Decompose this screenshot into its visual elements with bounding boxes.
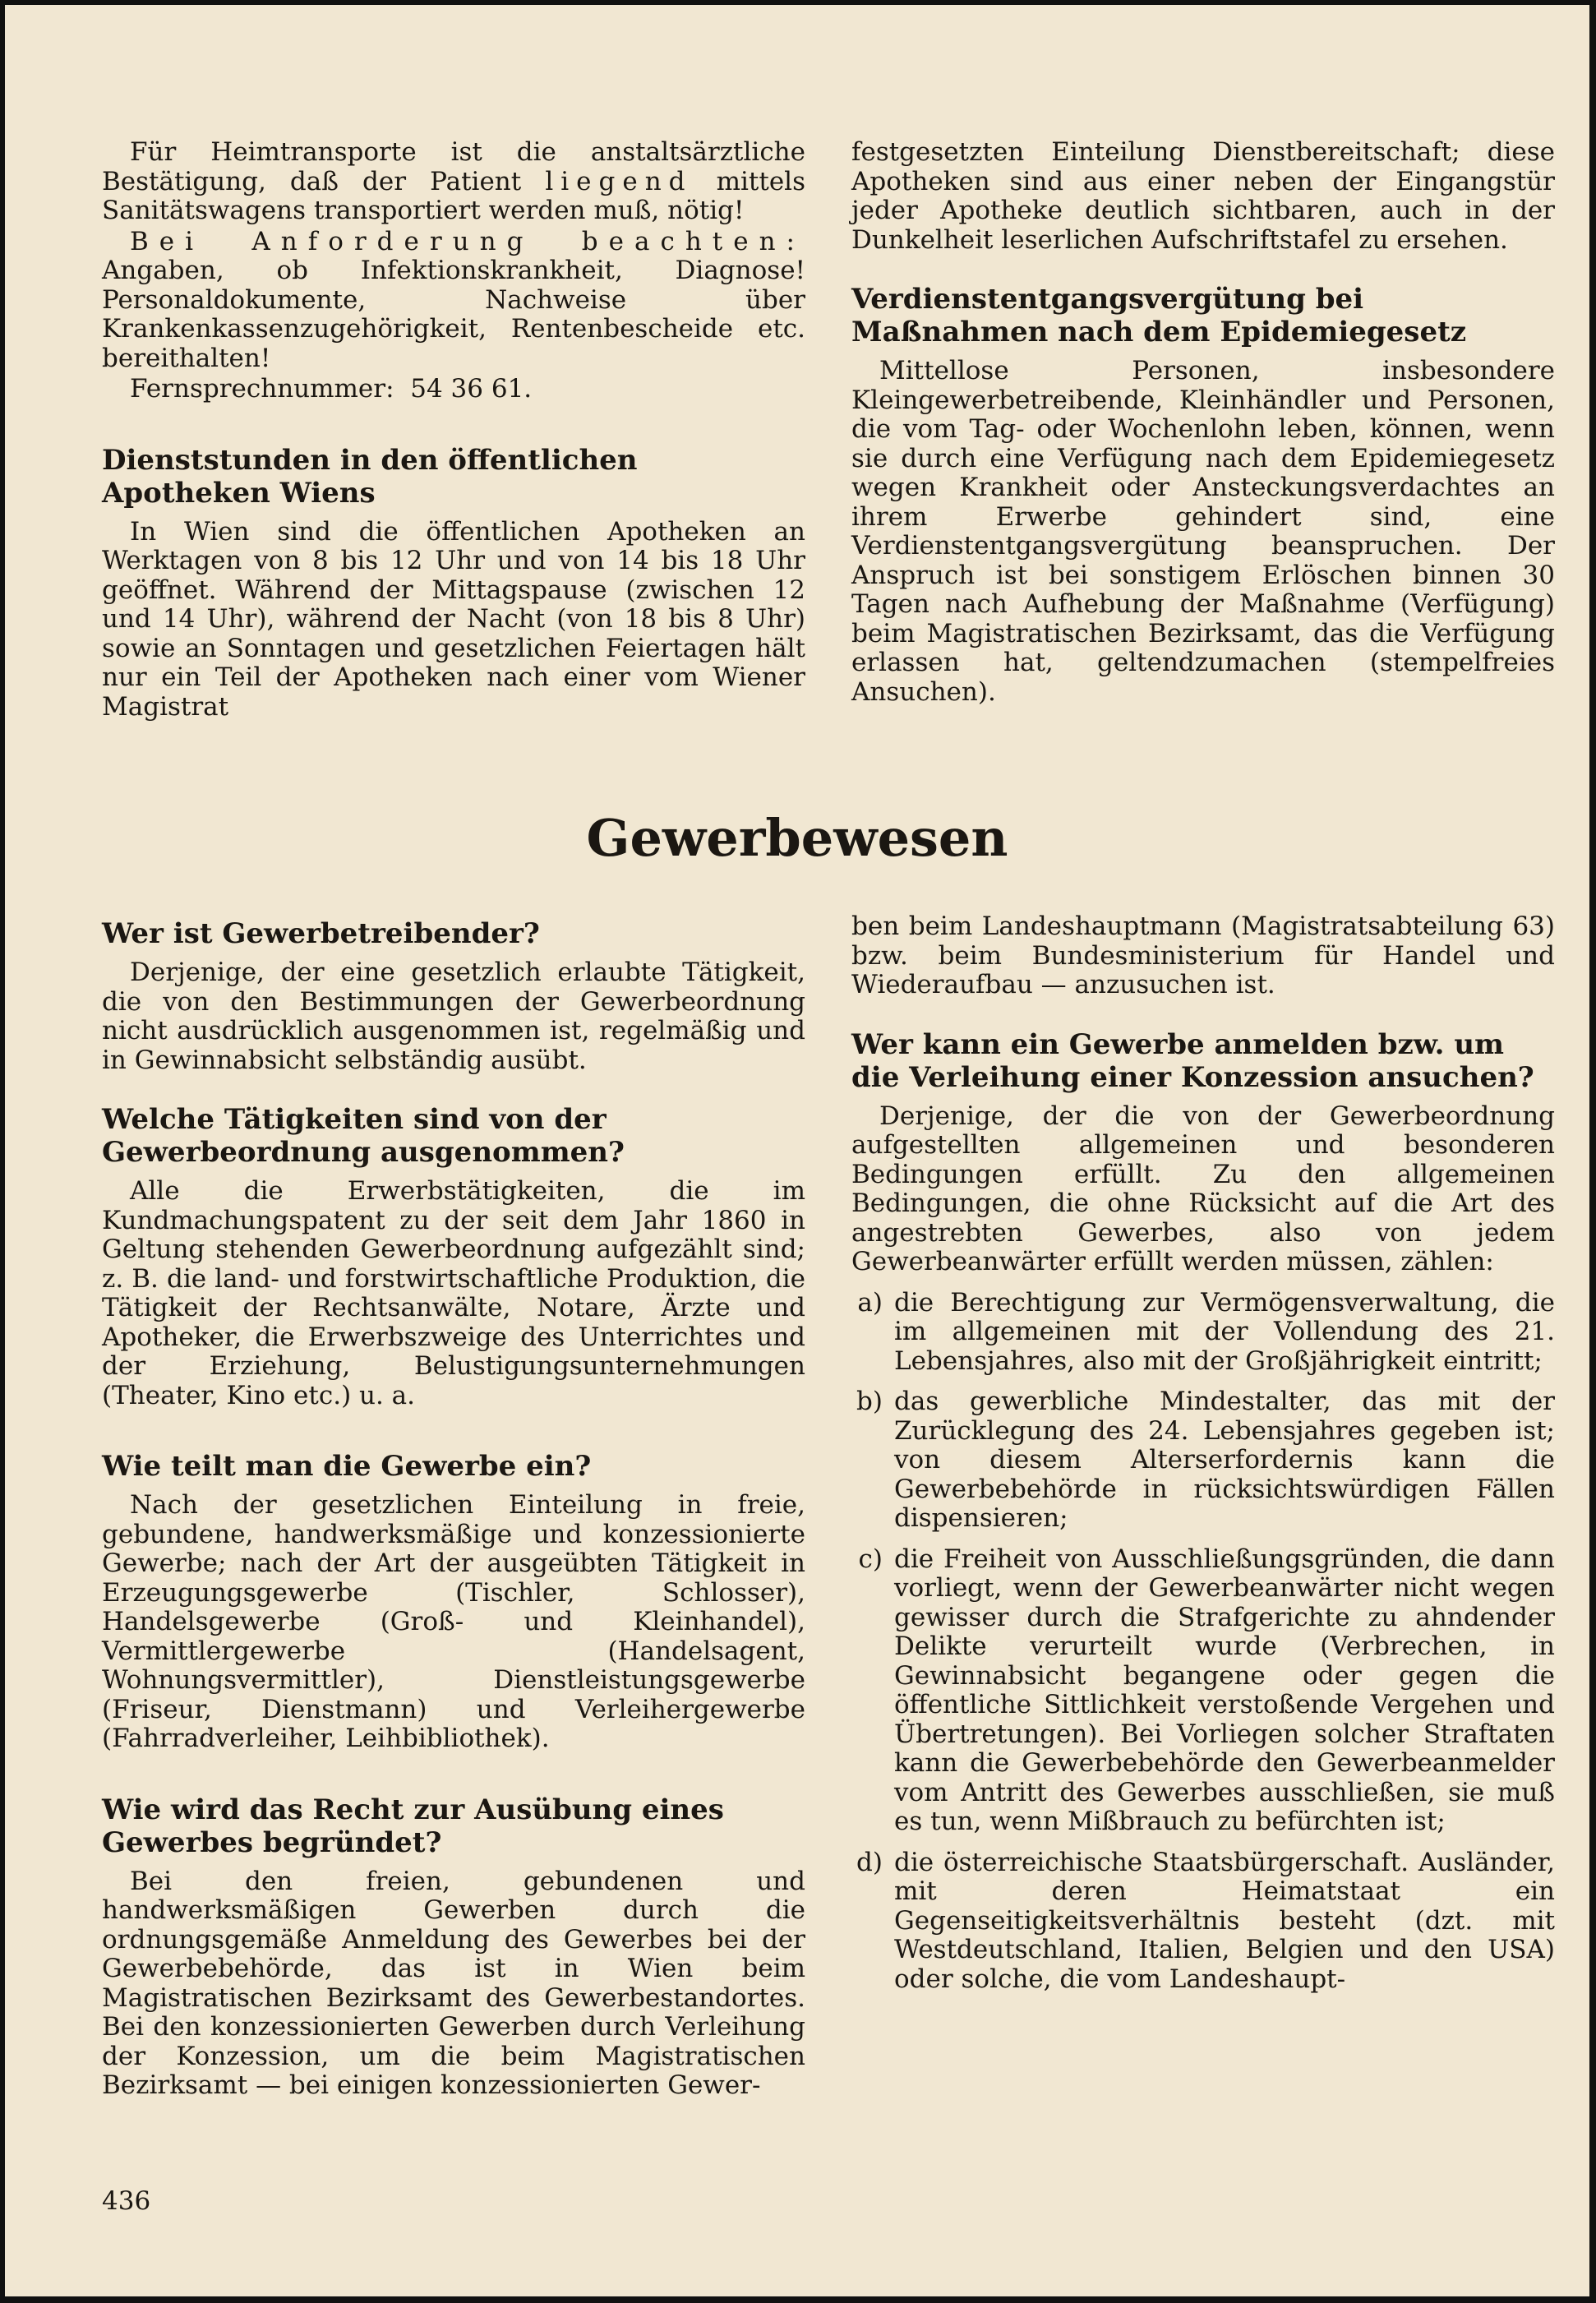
conditions-list (851, 1289, 1555, 1995)
paragraph-dienstbereitschaft: festgesetzten Einteilung Dienstbereitschaft; diese Apotheken sind aus einer neben der Eingangstür jeder Apotheke deutlich sichtbaren, auch in der Dunkelheit leserlichen Aufschriftstafel zu ersehen. (851, 137, 1555, 255)
paragraph-recht-ausuebung: Bei den freien, gebundenen und handwerksmäßigen Gewerben durch die ordnungsgemäße Anmeldung des Gewerbes bei der Gewerbebehörde, das ist in Wien beim Magistratischen Bezirksamt des Gewerbestandortes. Bei den konzessionierten Gewerben durch Verleihung der Konzession, um die beim Magistratischen Bezirksamt — bei einigen konzessionierten Gewer- (102, 1866, 805, 2100)
list-marker: a) (857, 1287, 883, 1318)
paragraph-bedingungen: Derjenige, der die von der Gewerbeordnung aufgestellten allgemeinen und besonderen Bedingungen erfüllt. Zu den allgemeinen Bedingungen, die ohne Rücksicht auf die Art des angestrebten Gewerbes, also von jedem Gewerbeanwärter erfüllt werden müssen, zählen: (851, 1101, 1555, 1276)
paragraph-apotheken: In Wien sind die öffentlichen Apotheken an Werktagen von 8 bis 12 Uhr und von 14 bis 18 Uhr geöffnet. Während der Mittagspause (zwischen 12 und 14 Uhr), während der Nacht (von 18 bis 8 Uhr) sowie an Sonntagen und gesetzlichen Feiertagen hält nur ein Teil der Apotheken nach einer vom Wiener Magistrat (102, 516, 805, 722)
heading-apotheken: Dienststunden in den öffentlichen Apotheken Wiens (102, 443, 638, 510)
heading-einteilung: Wie teilt man die Gewerbe ein? (102, 1450, 592, 1483)
bottom-left-column (102, 917, 805, 2101)
list-item (851, 1545, 1555, 1837)
heading-recht-ausuebung: Wie wird das Recht zur Ausübung eines Gewerbes begründet? (102, 1793, 724, 1859)
page (5, 5, 1589, 2296)
paragraph-einteilung: Nach der gesetzlichen Einteilung in freie, gebundene, handwerksmäßige und konzessionierte Gewerbe; nach der Art der ausgeübten Tätigkeit in Erzeugungsgewerbe (Tischler, Schlosser), Handelsgewerbe (Groß- und Kleinhandel), Vermittlergewerbe (Handelsagent, Wohnungsvermittler), Dienstleistungsgewerbe (Friseur, Dienstmann) und Verleihergewerbe (Fahrradverleiher, Leihbibliothek). (102, 1490, 805, 1753)
list-item-text: das gewerbliche Mindestalter, das mit der Zurücklegung des 24. Lebensjahres gegeben ist; von diesem Alterserfordernis kann die Gewerbebehörde in rücksichtswürdigen Fällen dispensieren; (894, 1387, 1555, 1533)
phone-number: 54 36 61. (410, 374, 533, 404)
list-item (851, 1848, 1555, 1995)
list-marker: d) (856, 1847, 883, 1877)
section-title: Gewerbewesen (586, 808, 1008, 868)
bottom-right-column (851, 912, 1555, 1994)
paragraph-heimtransporte: Für Heimtransporte ist die anstaltsärztliche Bestätigung, daß der Patient liegend mittels Sanitätswagens transportiert werden muß, nötig! (102, 137, 806, 225)
heading-gewerbetreibender: Wer ist Gewerbetreibender? (102, 917, 540, 950)
list-item-text: die Freiheit von Ausschließungsgründen, die dann vorliegt, wenn der Gewerbeanwärter nicht wegen gewisser durch die Strafgerichte zu ahndender Delikte verurteilt wurde (Verbrechen, in Gewinnabsicht begangene oder gegen die öffentliche Sittlichkeit verstoßende Vergehen und Übertretungen). Bei Vorliegen solcher Straftaten kann die Gewerbebehörde den Gewerbeanmelder vom Antritt des Gewerbes ausschließen, sie muß es tun, wenn Mißbrauch zu befürchten ist; (894, 1544, 1555, 1836)
top-left-column (102, 138, 805, 722)
heading-anmelden: Wer kann ein Gewerbe anmelden bzw. um die Verleihung einer Konzession ansuchen? (851, 1027, 1534, 1094)
paragraph-landeshauptmann: ben beim Landeshauptmann (Magistratsabteilung 63) bzw. beim Bundesministerium für Handel und Wiederaufbau — anzusuchen ist. (851, 912, 1555, 999)
heading-ausgenommen: Welche Tätigkeiten sind von der Gewerbeordnung ausgenommen? (102, 1103, 625, 1169)
list-item-text: die Berechtigung zur Vermögensverwaltung, die im allgemeinen mit der Vollendung des 21. Lebensjahres, also mit der Großjährigkeit eintritt; (894, 1287, 1555, 1376)
spaced-phrase: Bei Anforderung beachten: (130, 226, 805, 256)
top-right-column (851, 138, 1555, 707)
list-item (851, 1387, 1555, 1534)
paragraph-gewerbetreibender: Derjenige, der eine gesetzlich erlaubte Tätigkeit, die von den Bestimmungen der Gewerbeordnung nicht ausdrücklich ausgenommen ist, regelmäßig und in Gewinnabsicht selbständig ausübt. (102, 958, 805, 1075)
paragraph-ausgenommen: Alle die Erwerbstätigkeiten, die im Kundmachungspatent zu der seit dem Jahr 1860 in Geltung stehenden Gewerbeordnung aufgezählt sind; z. B. die land- und forstwirtschaftliche Produktion, die Tätigkeit der Rechtsanwälte, Notare, Ärzte und Apotheker, die Erwerbszweige des Unterrichtes und der Erziehung, Belustigungsunternehmungen (Theater, Kino etc.) u. a. (102, 1176, 805, 1410)
paragraph-anforderung: Bei Anforderung beachten: Angaben, ob Infektionskrankheit, Diagnose! Personaldokumente, Nachweise über Krankenkassenzugehörigkeit, Rentenbescheide etc. bereithalten! (102, 226, 805, 373)
list-marker: c) (858, 1544, 883, 1574)
paragraph-verdienstentgang: Mittellose Personen, insbesondere Kleingewerbetreibende, Kleinhändler und Personen, die vom Tag- oder Wochenlohn leben, können, wenn sie durch eine Verfügung nach dem Epidemiegesetz wegen Krankheit oder Ansteckungsverdachtes an ihrem Erwerbe gehindert sind, eine Verdienstentgangsvergütung beanspruchen. Der Anspruch ist bei sonstigem Erlöschen binnen 30 Tagen nach Aufhebung der Maßnahme (Verfügung) beim Magistratischen Bezirksamt, das die Verfügung erlassen hat, geltendzumachen (stempelfreies Ansuchen). (851, 356, 1555, 707)
list-item-text: die österreichische Staatsbürgerschaft. Ausländer, mit deren Heimatstaat ein Gegenseitigkeitsverhältnis besteht (dzt. mit Westdeutschland, Italien, Belgien und den USA) oder solche, die vom Landeshaupt- (894, 1847, 1555, 1994)
spaced-word: liegend (545, 166, 693, 196)
phone-label: Fernsprechnummer: (130, 374, 394, 404)
page-number: 436 (102, 2186, 151, 2216)
heading-verdienstentgang: Verdienstentgangsvergütung bei Maßnahmen nach dem Epidemiegesetz (851, 283, 1467, 348)
list-item (851, 1289, 1555, 1377)
list-marker: b) (856, 1387, 883, 1416)
phone-line (102, 375, 805, 404)
